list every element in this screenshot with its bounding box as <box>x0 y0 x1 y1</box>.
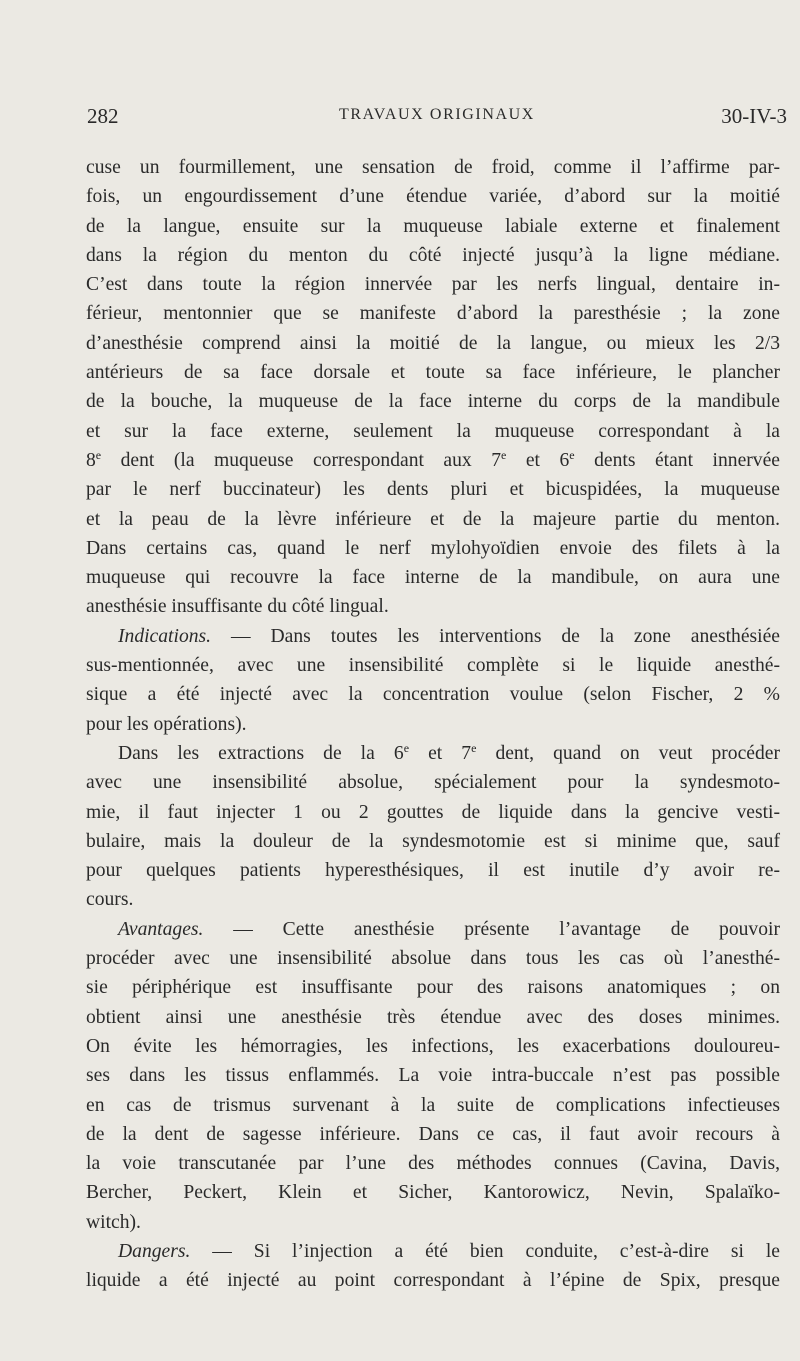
text-run: la voie transcutanée par l’une des méthodes connues (Cavina, Davis, <box>86 1153 780 1175</box>
section-heading: Dangers. <box>118 1240 191 1262</box>
text-run: cours. <box>86 889 134 911</box>
text-line <box>86 241 780 270</box>
text-run: muqueuse qui recouvre la face interne de la mandibule, on aura une <box>86 567 780 589</box>
text-line <box>86 475 780 504</box>
text-run: férieur, mentonnier que se manifeste d’abord la paresthésie ; la zone <box>86 303 780 325</box>
superscript: e <box>471 740 477 755</box>
text-run: Dans certains cas, quand le nerf mylohyoïdien envoie des filets à la <box>86 537 780 559</box>
text-line <box>86 534 780 563</box>
text-run: par le nerf buccinateur) les dents pluri et bicuspidées, la muqueuse <box>86 479 780 501</box>
text-line <box>86 1149 780 1178</box>
text-run: et la peau de la lèvre inférieure et de la majeure partie du menton. <box>86 508 780 530</box>
text-run: anesthésie insuffisante du côté lingual. <box>86 596 389 618</box>
text-line <box>86 299 780 328</box>
header-date: 30-IV-3 <box>721 104 787 128</box>
text-line <box>86 1208 780 1237</box>
text-run: et sur la face externe, seulement la muqueuse correspondant à la <box>86 420 780 442</box>
text-line <box>86 1120 780 1149</box>
text-line <box>86 885 780 914</box>
text-line <box>86 827 780 856</box>
text-run: witch). <box>86 1211 141 1233</box>
text-run: 8 <box>86 449 96 471</box>
text-run: pour les opérations). <box>86 713 247 735</box>
section-heading: Indications. <box>118 625 212 647</box>
page-number: 282 <box>87 104 119 128</box>
superscript: e <box>501 447 507 462</box>
text-line <box>86 563 780 592</box>
text-line <box>86 856 780 885</box>
text-run: pour quelques patients hyperesthésiques, il est inutile d’y avoir re- <box>86 860 780 882</box>
text-line <box>86 622 780 651</box>
text-line <box>86 153 780 182</box>
text-line <box>86 505 780 534</box>
text-line <box>86 1091 780 1120</box>
text-run: dans la région du menton du côté injecté jusqu’à la ligne médiane. <box>86 244 780 266</box>
text-line <box>86 710 780 739</box>
text-line <box>86 1061 780 1090</box>
text-run: et 6 <box>506 449 570 471</box>
text-run: — Cette anesthésie présente l’avantage de pouvoir <box>203 918 780 940</box>
text-run: fois, un engourdissement d’une étendue variée, d’abord sur la moitié <box>86 186 780 208</box>
text-run: On évite les hémorragies, les infections, les exacerbations douloureu- <box>86 1035 780 1057</box>
text-line <box>86 329 780 358</box>
text-run: sique a été injecté avec la concentration voulue (selon Fischer, 2 % <box>86 684 780 706</box>
text-line <box>86 1032 780 1061</box>
text-run: de la dent de sagesse inférieure. Dans ce cas, il faut avoir recours à <box>86 1123 780 1145</box>
text-run: Bercher, Peckert, Klein et Sicher, Kantorowicz, Nevin, Spalaïko- <box>86 1182 780 1204</box>
text-run: de la langue, ensuite sur la muqueuse labiale externe et finalement <box>86 215 780 237</box>
text-line <box>86 915 780 944</box>
text-line <box>86 973 780 1002</box>
text-run: cuse un fourmillement, une sensation de froid, comme il l’affirme par- <box>86 157 780 178</box>
text-line <box>86 1003 780 1032</box>
text-run: dent (la muqueuse correspondant aux 7 <box>101 449 502 471</box>
text-run: en cas de trismus survenant à la suite de complications infectieuses <box>86 1094 780 1116</box>
text-line <box>86 1237 780 1266</box>
text-line <box>86 182 780 211</box>
text-run: — Dans toutes les interventions de la zone anesthésiée <box>211 625 780 647</box>
text-run: dents étant innervée <box>574 449 780 471</box>
superscript: e <box>569 447 575 462</box>
text-line <box>86 212 780 241</box>
body-text <box>86 153 780 1296</box>
text-run: C’est dans toute la région innervée par les nerfs lingual, dentaire in- <box>86 274 780 296</box>
text-line <box>86 446 780 475</box>
text-line <box>86 417 780 446</box>
text-run: de la bouche, la muqueuse de la face interne du corps de la mandibule <box>86 391 780 413</box>
text-run: et 7 <box>409 742 472 764</box>
text-line <box>86 1266 780 1295</box>
superscript: e <box>95 447 102 462</box>
text-line <box>86 798 780 827</box>
superscript: e <box>403 740 410 755</box>
text-run: obtient ainsi une anesthésie très étendue avec des doses minimes. <box>86 1006 780 1028</box>
text-run: procéder avec une insensibilité absolue dans tous les cas où l’anesthé- <box>86 948 780 970</box>
running-header <box>87 104 787 138</box>
text-run: avec une insensibilité absolue, spécialement pour la syndesmoto- <box>86 772 780 794</box>
text-run: sie périphérique est insuffisante pour des raisons anatomiques ; on <box>86 977 780 999</box>
text-run: bulaire, mais la douleur de la syndesmotomie est si minime que, sauf <box>86 830 780 852</box>
text-line <box>86 358 780 387</box>
text-run: d’anesthésie comprend ainsi la moitié de la langue, ou mieux les 2/3 <box>86 332 780 354</box>
text-run: Dans les extractions de la 6 <box>118 742 404 764</box>
text-line <box>86 270 780 299</box>
text-line <box>86 1178 780 1207</box>
text-line <box>86 739 780 768</box>
section-heading: Avantages. <box>118 918 204 940</box>
text-run: mie, il faut injecter 1 ou 2 gouttes de liquide dans la gencive vesti- <box>86 801 780 823</box>
text-line <box>86 944 780 973</box>
text-line <box>86 387 780 416</box>
text-run: ses dans les tissus enflammés. La voie intra-buccale n’est pas possible <box>86 1065 780 1087</box>
text-run: antérieurs de sa face dorsale et toute sa face inférieure, le plancher <box>86 362 780 384</box>
text-run: sus-mentionnée, avec une insensibilité complète si le liquide anesthé- <box>86 655 780 677</box>
text-line <box>86 592 780 621</box>
text-run: — Si l’injection a été bien conduite, c’est-à-dire si le <box>190 1240 780 1262</box>
text-line <box>86 651 780 680</box>
text-line <box>86 768 780 797</box>
text-run: dent, quand on veut procéder <box>476 742 781 764</box>
text-run: liquide a été injecté au point correspondant à l’épine de Spix, presque <box>86 1270 780 1292</box>
running-title: TRAVAUX ORIGINAUX <box>339 106 535 123</box>
text-line <box>86 680 780 709</box>
